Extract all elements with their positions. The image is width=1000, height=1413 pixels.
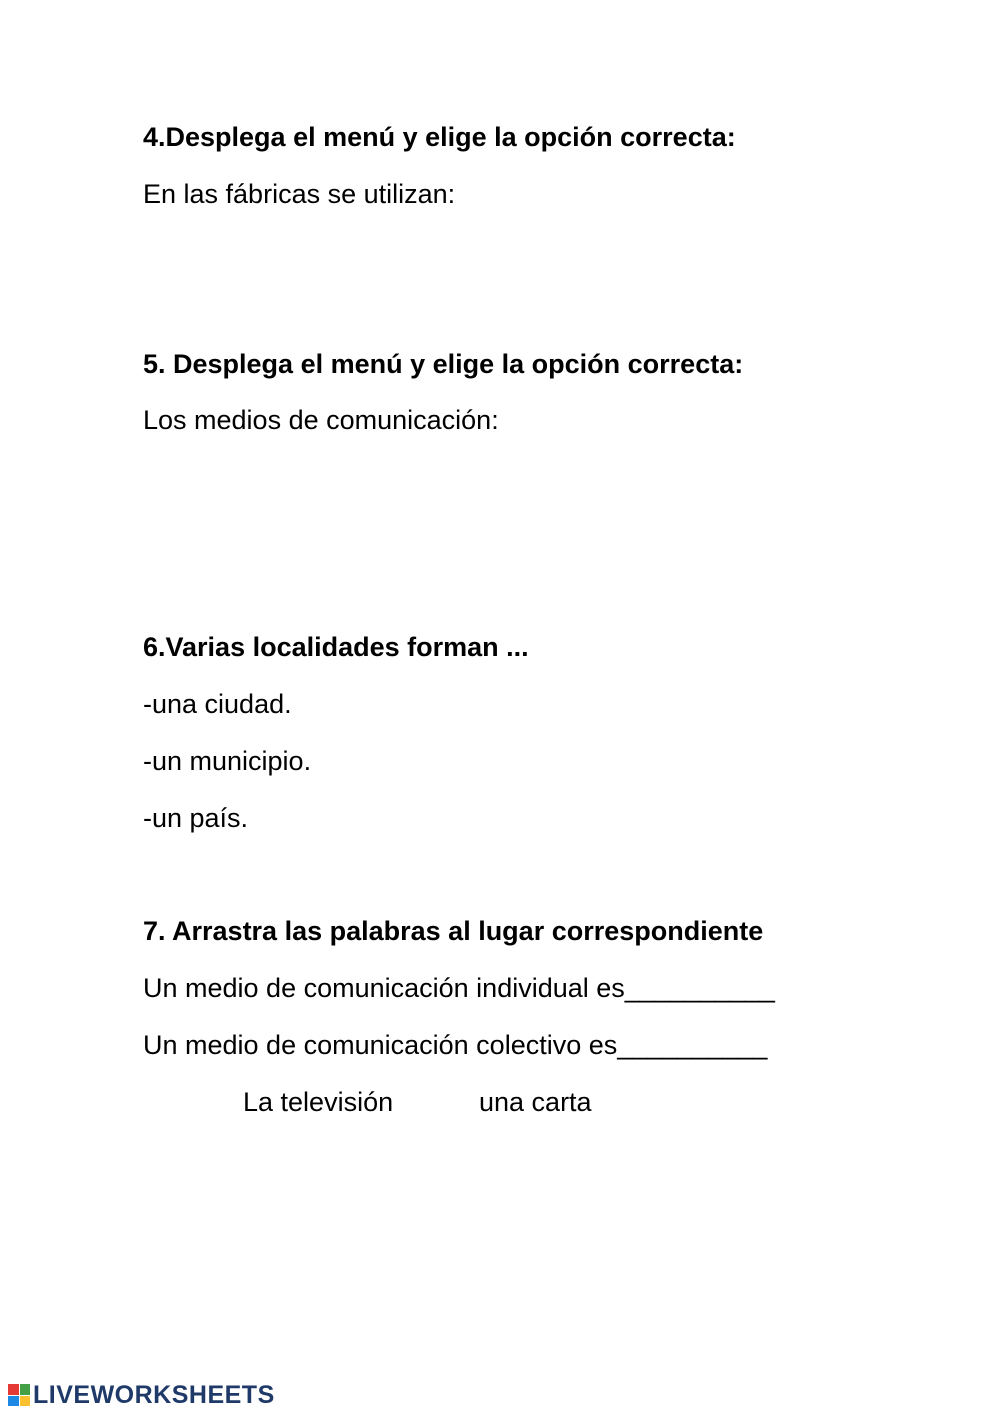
brand-name: LIVEWORKSHEETS xyxy=(33,1380,275,1409)
q4-prompt: En las fábricas se utilizan: xyxy=(143,179,456,209)
q5-heading: 5. Desplega el menú y elige la opción correcta: xyxy=(143,349,744,379)
logo-square xyxy=(8,1396,19,1407)
q5-prompt: Los medios de comunicación: xyxy=(143,405,499,435)
q7-sentence-collective[interactable]: Un medio de comunicación colectivo es__________ xyxy=(143,1030,768,1060)
q4-heading: 4.Desplega el menú y elige la opción correcta: xyxy=(143,122,736,152)
liveworksheets-logo xyxy=(8,1382,275,1408)
q7-sentence-individual[interactable]: Un medio de comunicación individual es__________ xyxy=(143,973,775,1003)
q6-heading: 6.Varias localidades forman ... xyxy=(143,632,529,662)
logo-square xyxy=(8,1384,19,1395)
liveworksheets-logo-icon xyxy=(8,1384,30,1406)
draggable-word-carta[interactable]: una carta xyxy=(479,1087,592,1117)
q6-option[interactable]: -un país. xyxy=(143,803,249,833)
logo-square xyxy=(20,1396,31,1407)
q6-option[interactable]: -un municipio. xyxy=(143,746,312,776)
q6-option[interactable]: -una ciudad. xyxy=(143,689,292,719)
draggable-word-television[interactable]: La televisión xyxy=(243,1087,394,1117)
logo-square xyxy=(20,1384,31,1395)
q7-heading: 7. Arrastra las palabras al lugar correspondiente xyxy=(143,916,764,946)
